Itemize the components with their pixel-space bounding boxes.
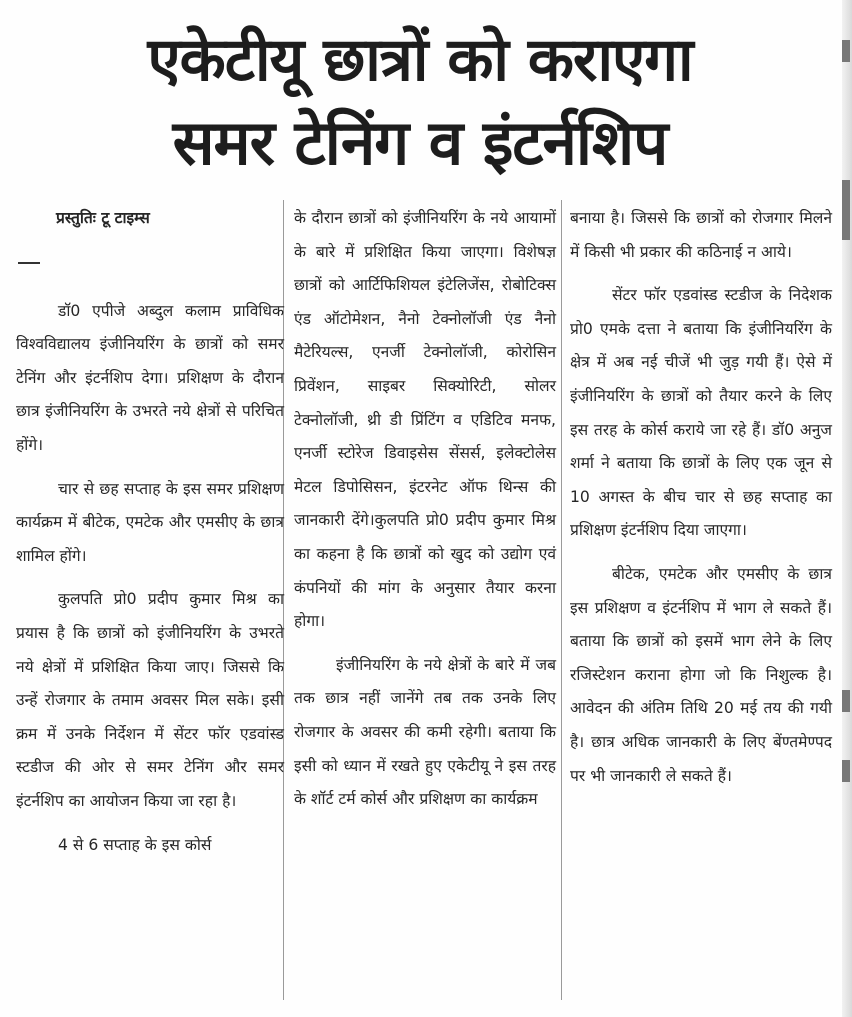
edge-mark [842,760,850,782]
edge-mark [842,40,850,62]
paragraph: इंजीनियरिंग के नये क्षेत्रों के बारे में जब तक छात्र नहीं जानेंगे तब तक उनके लिए रोजगार के अवसर की कमी रहेगी। बताया कि इसी को ध्यान में रखते हुए एकेटीयू ने इस तरह के शॉर्ट टर्म कोर्स और प्रशिक्षण का कार्यक्रम [294,655,556,809]
article-column-1 [16,202,284,872]
paragraph: 4 से 6 सप्ताह के इस कोर्स [58,835,212,854]
headline-line-2: समर टेनिंग व इंटर्नशिप [172,106,668,179]
headline [0,18,840,184]
paragraph: कुलपति प्रो0 प्रदीप कुमार मिश्र का प्रयास है कि छात्रों को इंजीनियरिंग के उभरते नये क्षेत्रों में प्रशिक्षित किया जाए। जिससे कि उन्हें रोजगार के तमाम अवसर मिल सके। इसी क्रम में उनके निर्देशन में सेंटर फॉर एडवांस्ड स्टडीज की ओर से समर टेनिंग और समर इंटर्नशिप का आयोजन किया जा रहा है। [16,590,284,810]
paragraph: के दौरान छात्रों को इंजीनियरिंग के नये आयामों के बारे में प्रशिक्षित किया जाएगा। विशेषज्ञ छात्रों को आर्टिफिशियल इंटेलिजेंस, रोबोटिक्स एंड ऑटोमेशन, नैनो टेक्नोलॉजी एंड नैनो मैटेरियल्स, एनर्जी टेक्नोलॉजी, कोरोसिन प्रिवेंशन, साइबर सिक्योरिटी, सोलर टेक्नोलॉजी, थ्री डी प्रिंटिंग व एडिटिव मनफ, एनर्जी स्टोरेज डिवाइसेस सेंसर्स, इलेक्टोलेस मेटल डिपोसिसन, इंटरनेट ऑफ थिन्स की जानकारी देंगे।कुलपति प्रो0 प्रदीप कुमार मिश्र का कहना है कि छात्रों को खुद को उद्योग एवं कंपनियों की मांग के अनुसार तैयार करना होगा। [294,209,556,631]
column-divider-2 [561,200,562,1000]
byline-dash [18,262,40,264]
article-column-3 [570,202,832,803]
edge-mark [842,690,850,712]
headline-line-1: एकेटीयू छात्रों को कराएगा [147,25,693,95]
paragraph: बीटेक, एमटेक और एमसीए के छात्र इस प्रशिक्षण व इंटर्नशिप में भाग ले सकते हैं। बताया कि छात्रों को इसमें भाग लेने के लिए रजिस्टेशन कराना होगा जो कि निशुल्क है। आवेदन की अंतिम तिथि 20 मई तय की गयी है। छात्र अधिक जानकारी के लिए बेंण्तमेण्पद पर भी जानकारी ले सकते हैं। [570,564,832,785]
paragraph: सेंटर फॉर एडवांस्ड स्टडीज के निदेशक प्रो0 एमके दत्ता ने बताया कि इंजीनियरिंग के क्षेत्र में अब नई चीजें भी जुड़ गयी हैं। ऐसे में इंजीनियरिंग के छात्रों को तैयार करने के लिए इस तरह के कोर्स कराये जा रहे हैं। डॉ0 अनुज शर्मा ने बताया कि छात्रों के लिए एक जून से 10 अगस्त के बीच चार से छह सप्ताह का प्रशिक्षण इंटर्नशिप दिया जाएगा। [570,286,832,540]
article-column-2 [294,202,556,827]
byline: प्रस्तुतिः टू टाइम्स [56,209,150,227]
paragraph: डॉ0 एपीजे अब्दुल कलाम प्राविधिक विश्वविद्यालय इंजीनियरिंग के छात्रों को समर टेनिंग और इंटर्नशिप देगा। प्रशिक्षण के दौरान छात्र इंजीनियरिंग के उभरते नये क्षेत्रों से परिचित होंगे। [16,301,284,454]
paragraph: बनाया है। जिससे कि छात्रों को रोजगार मिलने में किसी भी प्रकार की कठिनाई न आये। [570,209,832,261]
paragraph: चार से छह सप्ताह के इस समर प्रशिक्षण कार्यक्रम में बीटेक, एमटेक और एमसीए के छात्र शामिल होंगे। [16,479,284,565]
page-edge-shadow [842,0,852,1017]
edge-mark [842,180,850,240]
